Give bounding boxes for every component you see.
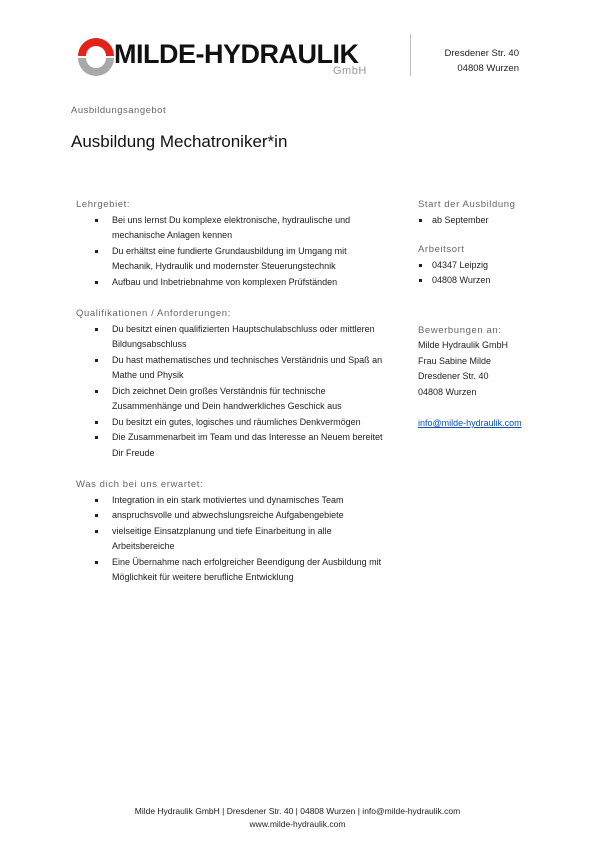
address-street: Dresdener Str. 40: [444, 48, 519, 59]
list-item: 04808 Wurzen: [418, 273, 558, 289]
logo-wordmark: MILDE-HYDRAULIK: [114, 39, 359, 69]
page-title: Ausbildung Mechatroniker*in: [71, 132, 288, 151]
lehrgebiet-label: Lehrgebiet:: [76, 199, 131, 210]
side-column: [418, 197, 558, 432]
erwartet-label: Was dich bei uns erwartet:: [76, 479, 204, 490]
company-logo: [76, 34, 376, 78]
header-address: [445, 46, 519, 76]
list-item: Dich zeichnet Dein großes Verständnis für technische Zusammenhänge und Dein handwerkliches Geschick aus: [76, 384, 386, 415]
list-item: Integration in ein stark motiviertes und dynamisches Team: [76, 493, 386, 509]
start-list: [418, 213, 558, 229]
bewerbung-city: 04808 Wurzen: [418, 386, 477, 397]
bewerbung-label: Bewerbungen an:: [418, 324, 502, 336]
footer-contact-line: Milde Hydraulik GmbH | Dresdener Str. 40 | 04808 Wurzen | info@milde-hydraulik.com: [134, 806, 461, 816]
page-footer: [0, 805, 595, 831]
lehrgebiet-list: [76, 213, 386, 291]
bewerbung-company: Milde Hydraulik GmbH: [418, 340, 509, 350]
list-item: Aufbau und Inbetriebnahme von komplexen Prüfständen: [76, 275, 386, 291]
list-item: ab September: [418, 213, 558, 229]
list-item: 04347 Leipzig: [418, 258, 558, 274]
start-label: Start der Ausbildung: [418, 199, 516, 210]
bewerbung-street: Dresdener Str. 40: [418, 371, 489, 381]
logo-mark-icon: [76, 34, 116, 78]
list-item: Du erhältst eine fundierte Grundausbildung im Umgang mit Mechanik, Hydraulik und modernster Steuerungstechnik: [76, 244, 386, 275]
list-item: Du besitzt ein gutes, logisches und räumliches Denkvermögen: [76, 415, 386, 431]
qualifikationen-label: Qualifikationen / Anforderungen:: [76, 308, 231, 319]
list-item: Eine Übernahme nach erfolgreicher Beendigung der Ausbildung mit Möglichkeit für weitere berufliche Entwicklung: [76, 555, 386, 586]
list-item: vielseitige Einsatzplanung und tiefe Einarbeitung in alle Arbeitsbereiche: [76, 524, 386, 555]
main-column: [76, 197, 386, 586]
header-divider: [410, 34, 411, 76]
list-item: Die Zusammenarbeit im Team und das Interesse an Neuem bereitet Dir Freude: [76, 430, 386, 461]
arbeitsort-list: [418, 258, 558, 289]
list-item: Du hast mathematisches und technisches Verständnis und Spaß an Mathe und Physik: [76, 353, 386, 384]
erwartet-list: [76, 493, 386, 586]
list-item: anspruchsvolle und abwechslungsreiche Aufgabengebiete: [76, 508, 386, 524]
list-item: Du besitzt einen qualifizierten Hauptschulabschluss oder mittleren Bildungsabschluss: [76, 322, 386, 353]
address-city: 04808 Wurzen: [457, 63, 519, 74]
arbeitsort-label: Arbeitsort: [418, 244, 465, 255]
qualifikationen-list: [76, 322, 386, 462]
bewerbung-contact: Frau Sabine Milde: [418, 355, 492, 366]
email-link[interactable]: info@milde-hydraulik.com: [418, 418, 522, 428]
logo-subtitle: GmbH: [333, 65, 367, 77]
document-kicker: Ausbildungsangebot: [71, 105, 167, 116]
list-item: Bei uns lernst Du komplexe elektronische, hydraulische und mechanische Anlagen kennen: [76, 213, 386, 244]
footer-website: www.milde-hydraulik.com: [249, 819, 346, 829]
